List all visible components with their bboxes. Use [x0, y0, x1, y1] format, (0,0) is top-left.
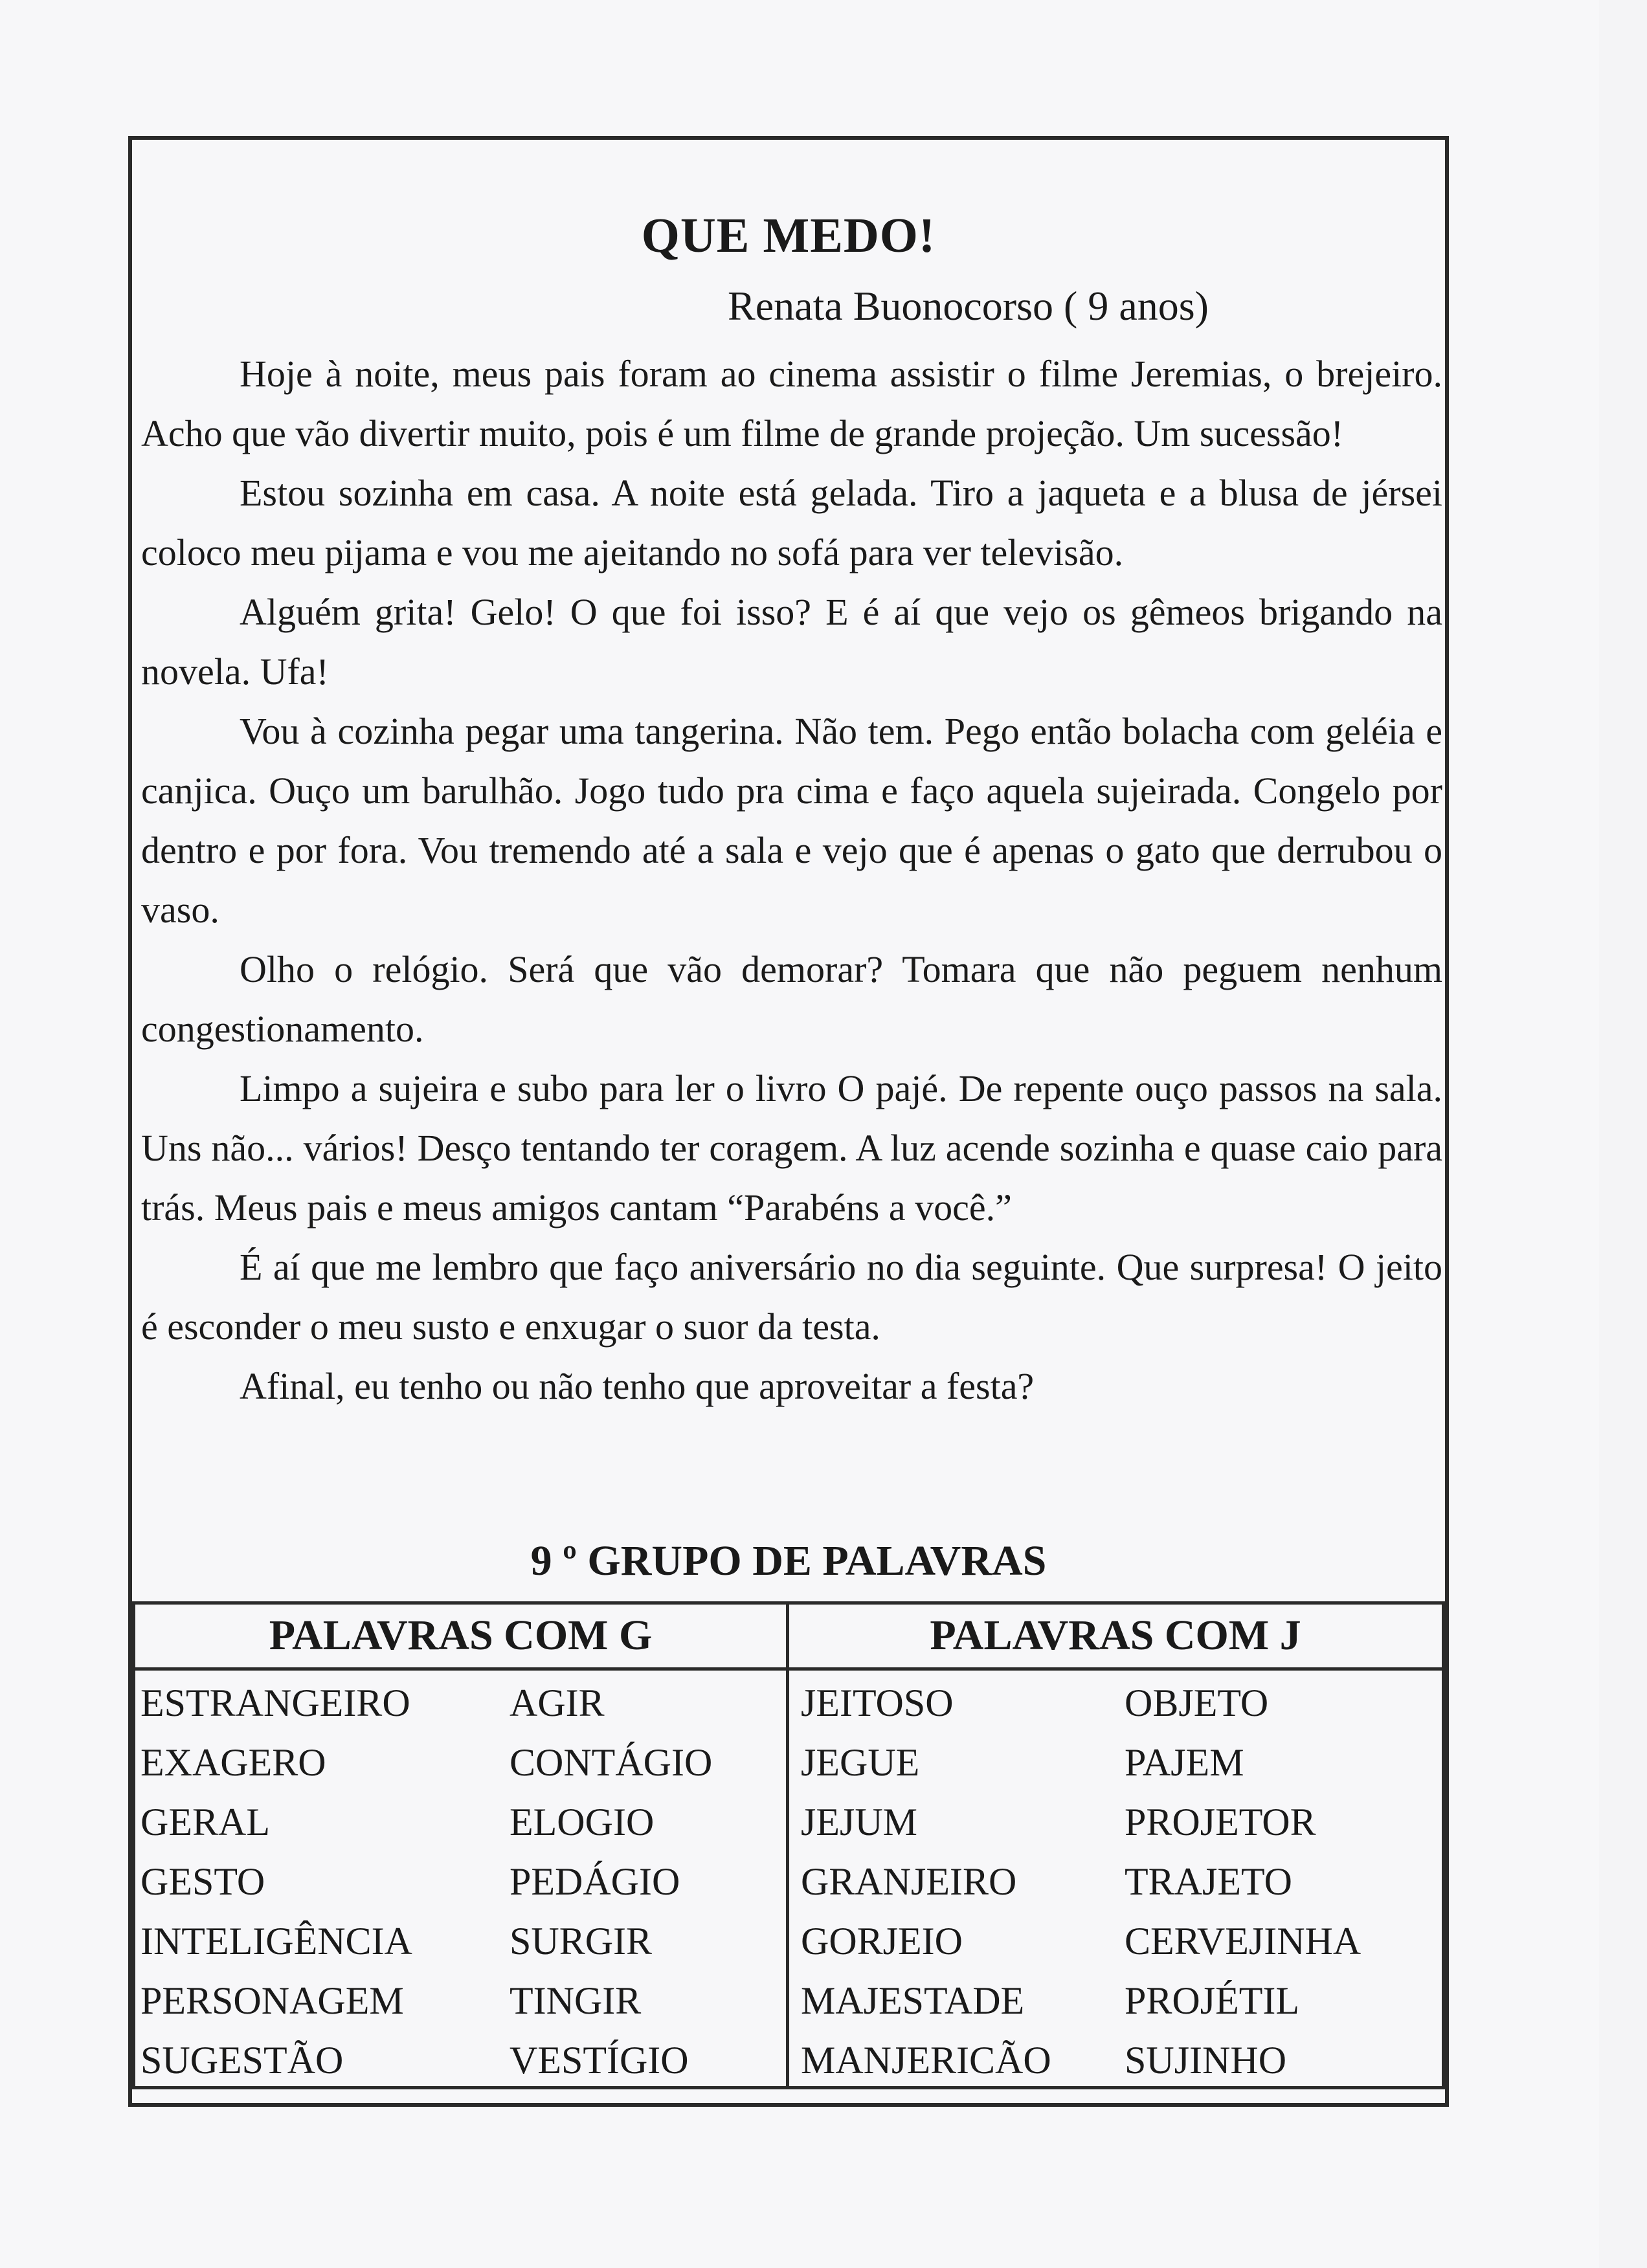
story-author: Renata Buonocorso ( 9 anos) [728, 283, 1209, 329]
table-row [135, 1673, 786, 1733]
word-cell: MAJESTADE [801, 1979, 1025, 2022]
column-words-with-j [789, 1605, 1442, 2086]
word-group-title: 9 º GRUPO DE PALAVRAS [530, 1537, 1047, 1584]
word-cell: TRAJETO [1125, 1860, 1292, 1903]
story-paragraph: Afinal, eu tenho ou não tenho que aproveitar a festa? [240, 1365, 1035, 1407]
story-paragraph: É aí que me lembro que faço aniversário no dia seguinte. Que surpresa! O jeito é esconder o meu susto e enxugar o suor da testa. [141, 1246, 1442, 1348]
column-words-with-g [135, 1605, 789, 2086]
word-cell: JEGUE [801, 1741, 920, 1784]
column-header: PALAVRAS COM G [135, 1605, 786, 1671]
word-cell: MANJERICÃO [801, 2039, 1051, 2082]
document-frame [128, 136, 1449, 2107]
word-cell: SUGESTÃO [140, 2039, 344, 2082]
word-cell: PROJETOR [1125, 1801, 1316, 1843]
word-cell: PROJÉTIL [1125, 1979, 1299, 2022]
word-cell: PAJEM [1125, 1741, 1244, 1784]
word-cell: OBJETO [1125, 1682, 1269, 1724]
word-cell: ELOGIO [510, 1801, 655, 1843]
story-title: QUE MEDO! [641, 208, 936, 263]
table-row [135, 1792, 786, 1852]
table-row [135, 1911, 786, 1971]
story-paragraph: Alguém grita! Gelo! O que foi isso? E é aí que vejo os gêmeos brigando na novela. Ufa! [141, 591, 1442, 693]
story-paragraph: Limpo a sujeira e subo para ler o livro O pajé. De repente ouço passos na sala. Uns não... vários! Desço tentando ter coragem. A luz acende sozinha e quase caio para trás. Meus pais e meus amigos cantam “Parabéns a você.” [141, 1067, 1442, 1228]
table-row [789, 1733, 1442, 1792]
story-paragraph: Estou sozinha em casa. A noite está gelada. Tiro a jaqueta e a blusa de jérsei coloco meu pijama e vou me ajeitando no sofá para ver televisão. [141, 472, 1442, 573]
word-cell: VESTÍGIO [510, 2039, 689, 2082]
word-cell: JEJUM [801, 1801, 918, 1843]
word-cell: INTELIGÊNCIA [140, 1920, 412, 1962]
table-row [135, 1852, 786, 1911]
table-row [789, 1911, 1442, 1971]
word-cell: TINGIR [510, 1979, 642, 2022]
table-row [789, 1971, 1442, 2030]
word-cell: PERSONAGEM [140, 1979, 404, 2022]
story-body [141, 344, 1442, 1416]
word-cell: GESTO [140, 1860, 265, 1903]
word-cell: EXAGERO [140, 1741, 326, 1784]
word-cell: SURGIR [510, 1920, 653, 1962]
word-cell: CERVEJINHA [1125, 1920, 1361, 1962]
table-row [789, 2030, 1442, 2090]
story-paragraph: Vou à cozinha pegar uma tangerina. Não tem. Pego então bolacha com geléia e canjica. Ouço um barulhão. Jogo tudo pra cima e faço aquela sujeirada. Congelo por dentro e por fora. Vou tremendo até a sala e vejo que é apenas o gato que derrubou o vaso. [141, 710, 1442, 931]
word-cell: AGIR [510, 1682, 605, 1724]
word-table [132, 1601, 1445, 2089]
story-paragraph: Olho o relógio. Será que vão demorar? Tomara que não peguem nenhum congestionamento. [141, 948, 1442, 1050]
word-cell: CONTÁGIO [510, 1741, 713, 1784]
story-paragraph: Hoje à noite, meus pais foram ao cinema assistir o filme Jeremias, o brejeiro. Acho que vão divertir muito, pois é um filme de grande projeção. Um sucessão! [141, 353, 1442, 454]
table-row [789, 1792, 1442, 1852]
word-cell: GERAL [140, 1801, 270, 1843]
table-row [789, 1673, 1442, 1733]
word-cell: GORJEIO [801, 1920, 963, 1962]
word-cell: ESTRANGEIRO [140, 1682, 410, 1724]
word-cell: PEDÁGIO [510, 1860, 680, 1903]
word-cell: JEITOSO [801, 1682, 954, 1724]
word-cell: SUJINHO [1125, 2039, 1287, 2082]
column-header: PALAVRAS COM J [789, 1605, 1442, 1671]
table-row [135, 2030, 786, 2090]
word-cell: GRANJEIRO [801, 1860, 1017, 1903]
table-row [789, 1852, 1442, 1911]
table-row [135, 1971, 786, 2030]
table-row [135, 1733, 786, 1792]
